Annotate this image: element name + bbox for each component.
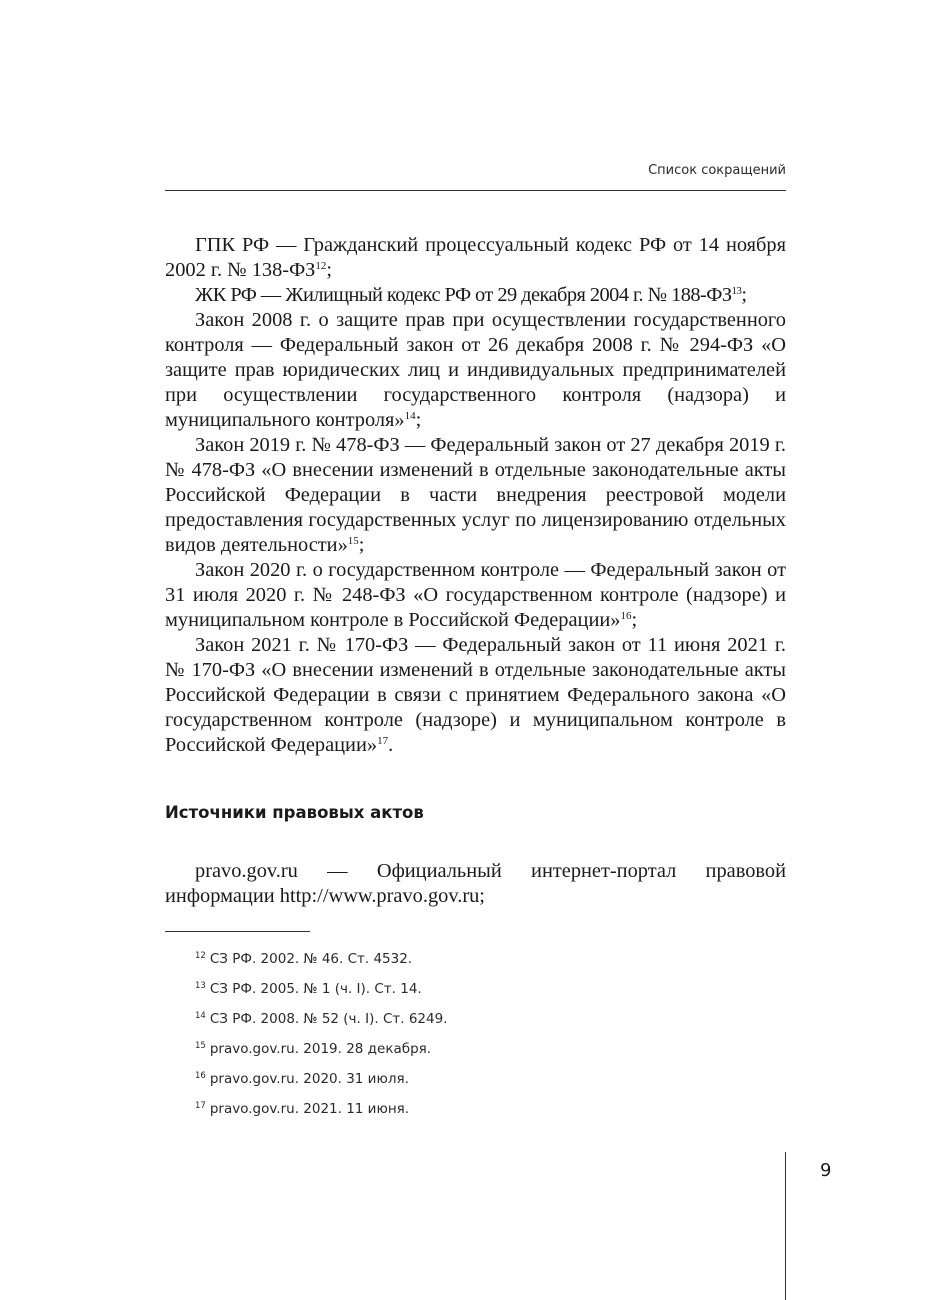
footnote-number: 15 xyxy=(195,1041,206,1051)
footnote-ref: 15 xyxy=(347,535,359,547)
footnotes-list xyxy=(195,945,447,1125)
entry-punctuation: . xyxy=(388,734,394,756)
sources-list xyxy=(165,859,786,909)
entry-punctuation: ; xyxy=(358,534,365,556)
footnote-divider xyxy=(165,931,310,932)
entry-punctuation: ; xyxy=(741,284,747,306)
abbreviation-text: Закон 2021 г. № 170-ФЗ — Федеральный закон от 11 июня 2021 г. № 170-ФЗ «О внесении изменений в отдельные законодательные акты Российской Федерации в связи с принятием Федерального закона «О государственном контроле (надзоре) и муниципальном контроле в Российской Федерации» xyxy=(165,634,786,756)
abbreviation-text: ЖК РФ — Жилищный кодекс РФ от 29 декабря 2004 г. № 188-ФЗ xyxy=(195,284,732,306)
footnote xyxy=(195,1065,447,1095)
footnote xyxy=(195,1005,447,1035)
footnote-ref: 14 xyxy=(404,410,416,422)
footnote-text: pravo.gov.ru. 2021. 11 июня. xyxy=(209,1101,410,1117)
entry-punctuation: ; xyxy=(631,609,638,631)
abbreviation-entry xyxy=(165,233,786,283)
footnote-ref: 12 xyxy=(315,260,327,272)
footnote-number: 16 xyxy=(195,1071,206,1081)
abbreviation-text: Закон 2008 г. о защите прав при осуществлении государственного контроля — Федеральный закон от 26 декабря 2008 г. № 294-ФЗ «О защите прав юридических лиц и индивидуальных предпринимателей при осуществлении государственного контроля (надзора) и муниципального контроля» xyxy=(165,309,786,431)
section-heading: Источники правовых актов xyxy=(165,803,424,822)
footnote-text: СЗ РФ. 2008. № 52 (ч. I). Ст. 6249. xyxy=(209,1011,448,1027)
abbreviation-text: Закон 2020 г. о государственном контроле — Федеральный закон от 31 июля 2020 г. № 248-ФЗ «О государственном контроле (надзоре) и муниципальном контроле в Российской Федерации» xyxy=(165,559,786,631)
abbreviation-entry xyxy=(165,433,786,558)
entry-punctuation: ; xyxy=(415,409,422,431)
abbreviation-entry xyxy=(165,283,786,308)
footnote-ref: 17 xyxy=(377,735,389,747)
abbreviations-list xyxy=(165,233,786,758)
footnote-text: pravo.gov.ru. 2020. 31 июля. xyxy=(209,1071,409,1087)
abbreviation-text: Закон 2019 г. № 478-ФЗ — Федеральный закон от 27 декабря 2019 г. № 478-ФЗ «О внесении изменений в отдельные законодательные акты Российской Федерации в части внедрения реестровой модели предоставления государственных услуг по лицензированию отдельных видов деятельности» xyxy=(165,434,786,556)
footnote xyxy=(195,1035,447,1065)
footnote-ref: 13 xyxy=(731,285,742,297)
footnote-number: 14 xyxy=(195,1011,206,1021)
footnote-number: 17 xyxy=(195,1101,206,1111)
abbreviation-text: ГПК РФ — Гражданский процессуальный кодекс РФ от 14 ноября 2002 г. № 138-ФЗ xyxy=(165,234,786,281)
header-divider xyxy=(165,190,786,191)
footnote-number: 12 xyxy=(195,951,206,961)
entry-punctuation: ; xyxy=(326,259,333,281)
footnote-text: СЗ РФ. 2005. № 1 (ч. I). Ст. 14. xyxy=(209,981,422,997)
footnote-number: 13 xyxy=(195,981,206,991)
abbreviation-entry xyxy=(165,633,786,758)
footnote-ref: 16 xyxy=(620,610,632,622)
footnote xyxy=(195,1095,447,1125)
running-title: Список сокращений xyxy=(648,163,786,178)
source-entry: pravo.gov.ru — Официальный интернет-портал правовой информации http://www.pravo.gov.ru; xyxy=(165,860,786,907)
abbreviation-entry xyxy=(165,558,786,633)
page-number: 9 xyxy=(820,1160,832,1181)
abbreviation-entry xyxy=(165,308,786,433)
footnote xyxy=(195,945,447,975)
page-number-divider xyxy=(785,1152,786,1300)
footnote-text: pravo.gov.ru. 2019. 28 декабря. xyxy=(209,1041,432,1057)
footnote xyxy=(195,975,447,1005)
footnote-text: СЗ РФ. 2002. № 46. Ст. 4532. xyxy=(209,951,413,967)
